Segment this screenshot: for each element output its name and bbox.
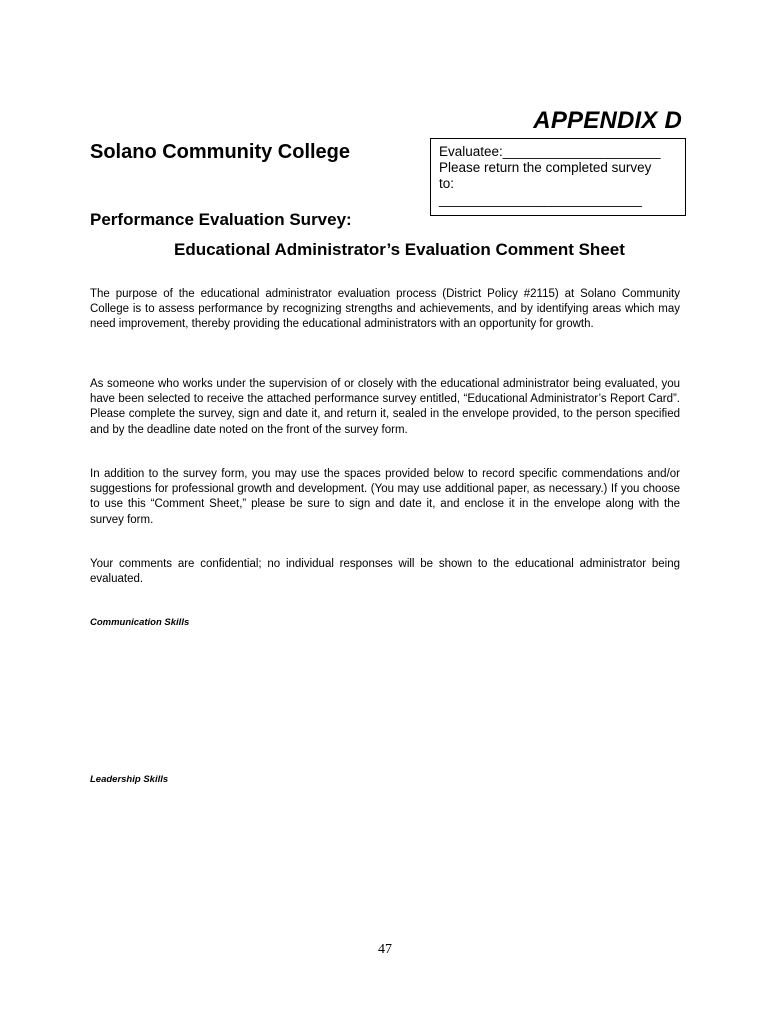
- instructions-paragraph: As someone who works under the supervision of or closely with the educational administrator being evaluated, you have been selected to receive the attached performance survey entitled, “Educational Administrator’s Report Card”. Please complete the survey, sign and date it, and return it, sealed in the envelope provided, to the person specified and by the deadline date noted on the front of the survey form.: [90, 378, 680, 436]
- page-number: 47: [378, 942, 392, 957]
- communication-skills-label: Communication Skills: [90, 617, 190, 628]
- return-instructions-line1: Please return the completed survey: [439, 160, 652, 175]
- college-name: Solano Community College: [90, 141, 351, 163]
- evaluatee-box: [430, 138, 686, 216]
- comment-sheet-subtitle: Educational Administrator’s Evaluation Comment Sheet: [174, 240, 625, 259]
- appendix-heading: APPENDIX D: [533, 107, 682, 134]
- purpose-paragraph: The purpose of the educational administrator evaluation process (District Policy #2115) at Solano Community College is to assess performance by recognizing strengths and achievements, and by identifying areas which may need improvement, thereby providing the educational administrators with an opportunity for growth.: [90, 288, 680, 331]
- return-to-blank: ___________________________: [439, 192, 642, 207]
- leadership-skills-label: Leadership Skills: [90, 774, 169, 785]
- confidentiality-paragraph: Your comments are confidential; no individual responses will be shown to the educational administrator being evaluated.: [90, 558, 680, 586]
- evaluatee-line: Evaluatee:_____________________: [439, 144, 661, 159]
- return-instructions-line2: to:: [439, 176, 455, 191]
- survey-title: Performance Evaluation Survey:: [90, 210, 352, 229]
- comment-sheet-paragraph: In addition to the survey form, you may use the spaces provided below to record specific commendations and/or suggestions for professional growth and development. (You may use additional paper, as necessary.) If you choose to use this “Comment Sheet,” please be sure to sign and date it, and enclose it in the envelope along with the survey form.: [90, 468, 680, 526]
